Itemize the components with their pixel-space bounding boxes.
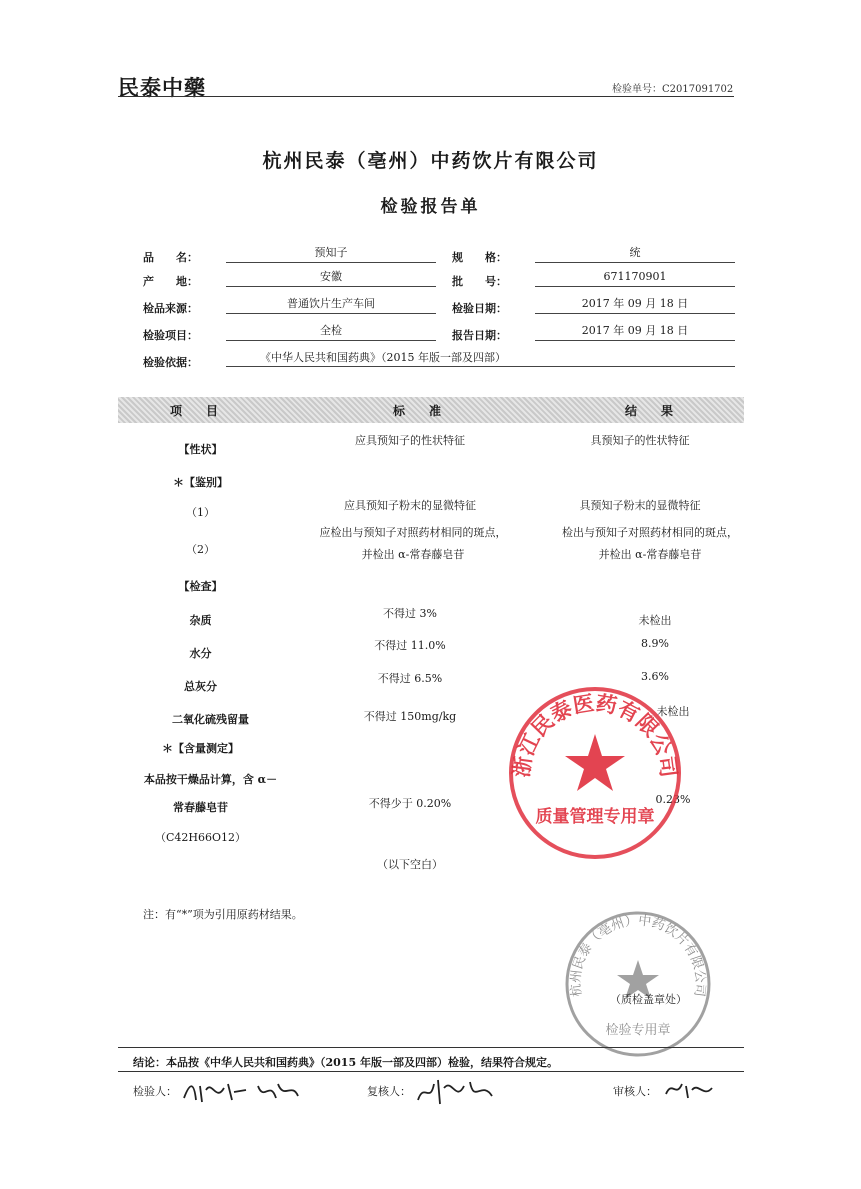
- row-item-assay-line1: 本品按干燥品计算，含 α－: [143, 773, 278, 786]
- row-item-inspection: 【检查】: [178, 580, 223, 593]
- inspector-label: 检验人：: [133, 1085, 177, 1098]
- row-item-so2: 二氧化硫残留量: [172, 713, 249, 726]
- stamp-red-sub-text: 质量管理专用章: [535, 807, 655, 827]
- doc-number: 检验单号：C2017091702: [612, 84, 734, 95]
- test-date-value: 2017 年 09 月 18 日: [535, 296, 735, 314]
- item-label: 检验项目：: [143, 329, 198, 342]
- report-date-value: 2017 年 09 月 18 日: [535, 323, 735, 341]
- origin-value: 安徽: [226, 269, 436, 287]
- reviewer-signature: [412, 1074, 502, 1108]
- origin-label: 产 地：: [143, 275, 198, 288]
- row-item-identification: ＊【鉴别】: [173, 476, 228, 489]
- name-label: 品 名：: [143, 251, 198, 264]
- test-date-label: 检验日期：: [452, 302, 507, 315]
- row-item-ash: 总灰分: [184, 680, 217, 693]
- row-result-ash: 3.6%: [641, 670, 669, 683]
- page-subtitle: 检验报告单: [380, 197, 481, 217]
- row-standard-moisture: 不得过 11.0%: [374, 639, 446, 652]
- source-value: 普通饮片生产车间: [226, 296, 436, 314]
- basis-label: 检验依据：: [143, 356, 198, 369]
- inspector-signature: [180, 1076, 310, 1106]
- col-header-standard: 标 准: [393, 404, 442, 418]
- approver-label: 审核人：: [613, 1085, 657, 1098]
- row-item-id-1: （1）: [186, 506, 215, 519]
- row-standard-appearance: 应具预知子的性状特征: [355, 434, 465, 447]
- row-item-assay-line2: 常春藤皂苷: [173, 801, 228, 814]
- name-value: 预知子: [226, 245, 436, 263]
- row-result-id-2: 检出与预知子对照药材相同的斑点，并检出 α-常春藤皂苷: [562, 526, 738, 561]
- stamp-caption: （质检盖章处）: [610, 993, 687, 1006]
- row-standard-assay: 不得少于 0.20%: [368, 797, 452, 810]
- row-result-assay: 0.23%: [655, 793, 691, 806]
- row-standard-id-2: 应检出与预知子对照药材相同的斑点，并检出 α-常春藤皂苷: [319, 526, 507, 561]
- row-item-formula: （C42H66O12）: [154, 831, 247, 844]
- batch-value: 671170901: [535, 269, 735, 287]
- row-result-moisture: 8.9%: [641, 637, 669, 650]
- row-item-appearance: 【性状】: [178, 443, 223, 456]
- stamp-gray-sub-text: 检验专用章: [605, 1023, 671, 1038]
- inspection-seal-stamp: [562, 908, 714, 1060]
- row-result-id-1: 具预知子粉末的显微特征: [579, 499, 701, 512]
- footnote: 注：有“*”项为引用原药材结果。: [143, 908, 303, 921]
- row-standard-so2: 不得过 150mg/kg: [363, 710, 457, 723]
- row-result-appearance: 具预知子的性状特征: [590, 434, 690, 447]
- approver-signature: [662, 1076, 722, 1102]
- page-title: 杭州民泰（亳州）中药饮片有限公司: [262, 150, 599, 172]
- source-label: 检品来源：: [143, 302, 198, 315]
- header-rule: [118, 96, 734, 97]
- row-item-id-2: （2）: [186, 543, 215, 556]
- row-standard-ash: 不得过 6.5%: [377, 672, 443, 685]
- row-item-assay: ＊【含量测定】: [162, 742, 239, 755]
- spec-value: 统: [535, 245, 735, 263]
- company-logo: 民泰中藥: [118, 75, 206, 100]
- row-result-so2: 未检出: [656, 705, 690, 718]
- stamp-gray-arc-text: 杭州民泰（亳州）中药饮片有限公司: [568, 913, 708, 998]
- report-date-label: 报告日期：: [452, 329, 507, 342]
- reviewer-label: 复核人：: [367, 1085, 411, 1098]
- row-standard-id-1: 应具预知子粉末的显微特征: [344, 499, 476, 512]
- col-header-item: 项 目: [170, 404, 219, 418]
- batch-label: 批 号：: [452, 275, 507, 288]
- spec-label: 规 格：: [452, 251, 507, 264]
- quality-seal-stamp: [506, 684, 684, 862]
- conclusion-text: 结论：本品按《中华人民共和国药典》（2015 年版一部及四部）检验，结果符合规定。: [133, 1056, 558, 1069]
- end-of-table-note: （以下空白）: [377, 858, 443, 871]
- item-value: 全检: [226, 323, 436, 341]
- row-standard-impurity: 不得过 3%: [383, 607, 437, 620]
- stamp-red-arc-text: 浙江民泰医药有限公司: [508, 689, 682, 779]
- col-header-result: 结 果: [625, 404, 674, 418]
- conclusion-bottom-rule: [118, 1071, 744, 1072]
- conclusion-top-rule: [118, 1047, 744, 1048]
- basis-value: 《中华人民共和国药典》（2015 年版一部及四部）: [226, 350, 735, 367]
- row-result-impurity: 未检出: [638, 614, 672, 627]
- row-item-moisture: 水分: [189, 647, 212, 660]
- row-item-impurity: 杂质: [189, 614, 212, 627]
